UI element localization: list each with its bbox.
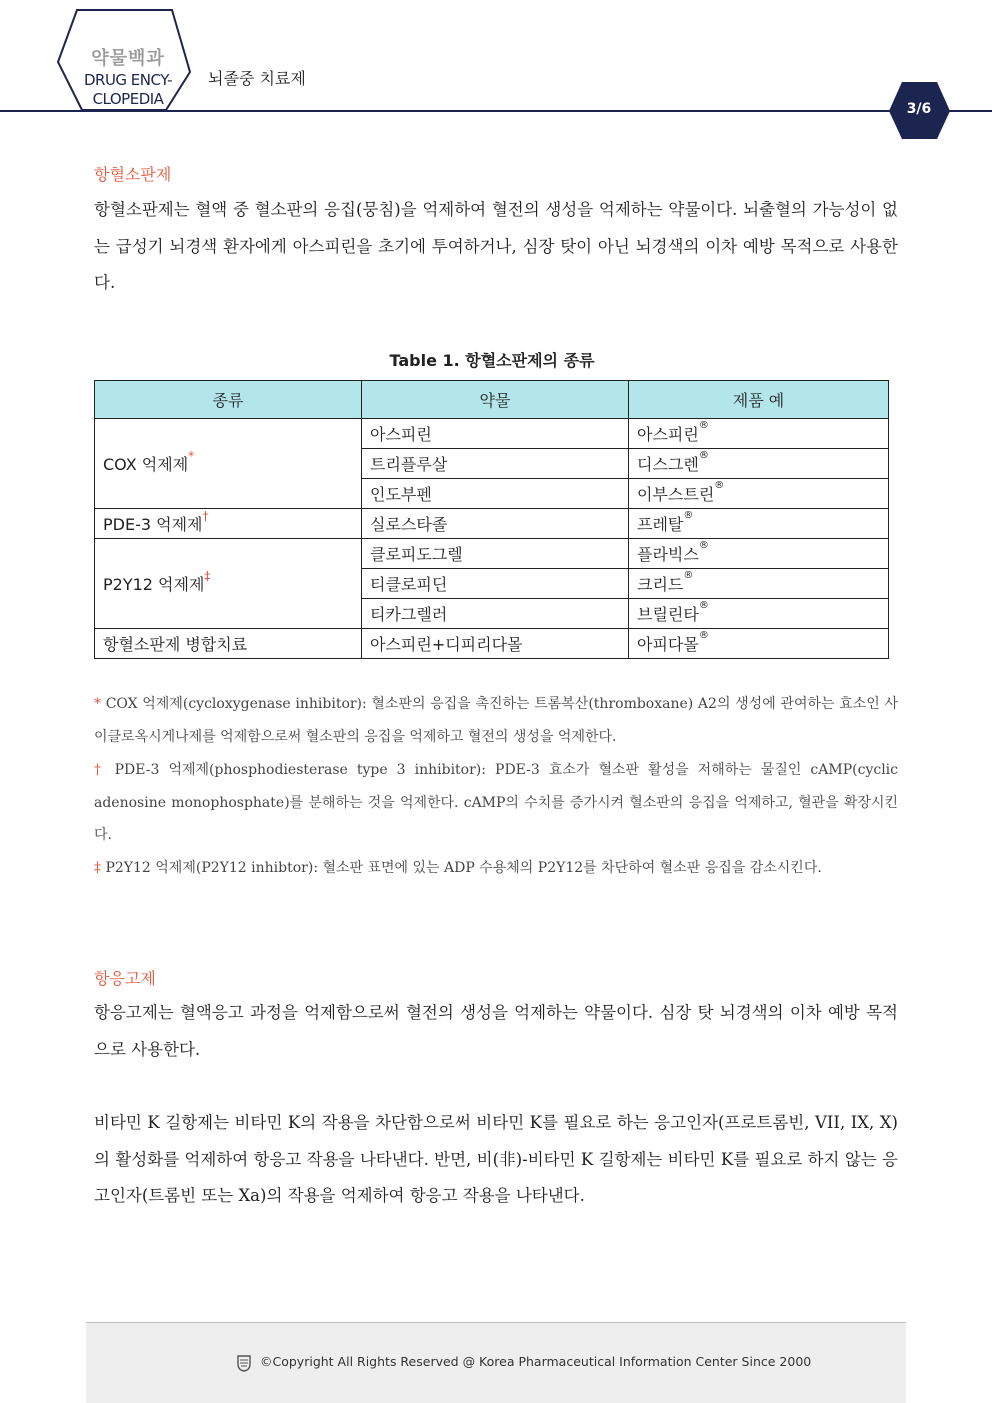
anticoagulant-paragraph-1: 항응고제는 혈액응고 과정을 억제함으로써 혈전의 생성을 억제하는 약물이다. 심장 탓 뇌경색의 이차 예방 목적으로 사용한다.	[94, 1003, 898, 1059]
footer-rule	[86, 1322, 906, 1323]
product-cell	[629, 449, 889, 479]
category-cell	[95, 419, 362, 509]
table-row	[95, 419, 889, 449]
kpic-emblem-icon	[236, 1354, 252, 1372]
product-name: 아피다몰	[637, 635, 699, 654]
table-row	[95, 509, 889, 539]
logo-korean: 약물백과	[91, 48, 165, 69]
footnote-text: COX 억제제(cycloxygenase inhibitor): 혈소판의 응집을 촉진하는 트롬복산(thromboxane) A2의 생성에 관여하는 효소인 사이클로옥시게나제를 억제함으로써 혈소판의 응집을 억제하고 혈전의 생성을 억제한다.	[94, 696, 898, 745]
product-cell	[629, 539, 889, 569]
drug-cell: 티카그렐러	[362, 599, 629, 629]
antiplatelet-paragraph: 항혈소판제는 혈액 중 혈소판의 응집(뭉침)을 억제하여 혈전의 생성을 억제하는 약물이다. 뇌출혈의 가능성이 없는 급성기 뇌경색 환자에게 아스피린을 초기에 투여하거나, 심장 탓이 아닌 뇌경색의 이차 예방 목적으로 사용한다.	[94, 200, 898, 292]
doc-title: 뇌졸중 치료제	[208, 69, 306, 88]
header-cell-drug: 약물	[362, 381, 629, 419]
registered-mark: ®	[683, 510, 694, 521]
product-name: 프레탈	[637, 515, 684, 534]
footnote-mark: *	[94, 696, 101, 712]
table-row	[95, 539, 889, 569]
category-label: COX 억제제	[103, 455, 189, 474]
category-cell	[95, 539, 362, 629]
table-header-row	[95, 381, 889, 419]
product-name: 디스그렌	[637, 455, 699, 474]
table-caption: Table 1. 항혈소판제의 종류	[389, 351, 595, 370]
footnote-marker: ‡	[204, 569, 211, 583]
registered-mark: ®	[698, 540, 709, 551]
antiplatelet-table	[94, 380, 889, 659]
registered-mark: ®	[698, 600, 709, 611]
registered-mark: ®	[683, 570, 694, 581]
category-cell	[95, 509, 362, 539]
registered-mark: ®	[714, 480, 725, 491]
footnote-mark: ‡	[94, 860, 101, 876]
anticoagulant-paragraph-2: 비타민 K 길항제는 비타민 K의 작용을 차단함으로써 비타민 K를 필요로 하는 응고인자(프로트롬빈, VII, IX, X)의 활성화를 억제하여 항응고 작용을 나타낸다. 반면, 비(非)-비타민 K 길항제는 비타민 K를 필요로 하지 않는 응고인자(트롬빈 또는 Xa)의 작용을 억제하여 항응고 작용을 나타낸다.	[94, 1113, 898, 1205]
drug-cell: 티클로피딘	[362, 569, 629, 599]
product-name: 이부스트린	[637, 485, 715, 504]
footnote-marker: *	[188, 449, 195, 463]
footnote-cox	[94, 688, 898, 753]
section-heading-antiplatelet: 항혈소판제	[94, 165, 172, 184]
product-name: 아스피린	[637, 425, 699, 444]
header-cell-category: 종류	[95, 381, 362, 419]
product-name: 크리드	[637, 575, 684, 594]
section-heading-anticoagulant: 항응고제	[94, 969, 156, 988]
registered-mark: ®	[698, 450, 709, 461]
footnote-text: PDE-3 억제제(phosphodiesterase type 3 inhibitor): PDE-3 효소가 혈소판 활성을 저해하는 물질인 cAMP(cyclic adenosine monophosphate)를 분해하는 것을 억제한다. cAMP의 수치를 증가시켜 혈소판의 응집을 억제하고, 혈관을 확장시킨다.	[94, 762, 898, 843]
drug-cell: 트리플루살	[362, 449, 629, 479]
registered-mark: ®	[698, 420, 709, 431]
product-cell	[629, 509, 889, 539]
category-label: P2Y12 억제제	[103, 575, 205, 594]
drug-cell: 아스피린	[362, 419, 629, 449]
category-label: 항혈소판제 병합치료	[103, 635, 248, 654]
footnote-p2y12	[94, 852, 898, 885]
header-cell-product: 제품 예	[629, 381, 889, 419]
footnote-pde3	[94, 754, 898, 852]
product-cell	[629, 479, 889, 509]
category-label: PDE-3 억제제	[103, 515, 203, 534]
table-row	[95, 629, 889, 659]
product-name: 플라빅스	[637, 545, 699, 564]
drug-cell: 인도부펜	[362, 479, 629, 509]
product-name: 브릴린타	[637, 605, 699, 624]
logo-en-line2: CLOPEDIA	[92, 90, 164, 108]
footnote-marker: †	[202, 509, 209, 523]
product-cell	[629, 419, 889, 449]
footnote-text: P2Y12 억제제(P2Y12 inhibtor): 혈소판 표면에 있는 ADP 수용체의 P2Y12를 차단하여 혈소판 응집을 감소시킨다.	[105, 860, 822, 876]
product-cell	[629, 599, 889, 629]
drug-cell: 클로피도그렐	[362, 539, 629, 569]
drug-cell: 실로스타졸	[362, 509, 629, 539]
product-cell	[629, 569, 889, 599]
drug-cell: 아스피린+디피리다몰	[362, 629, 629, 659]
product-cell	[629, 629, 889, 659]
footer-copyright: ©Copyright All Rights Reserved @ Korea Pharmaceutical Information Center Since 2000	[260, 1354, 812, 1369]
category-cell	[95, 629, 362, 659]
footnote-mark: †	[94, 762, 106, 778]
page-indicator: 3/6	[906, 101, 932, 117]
registered-mark: ®	[698, 630, 709, 641]
logo-en-line1: DRUG ENCY-	[83, 71, 173, 89]
